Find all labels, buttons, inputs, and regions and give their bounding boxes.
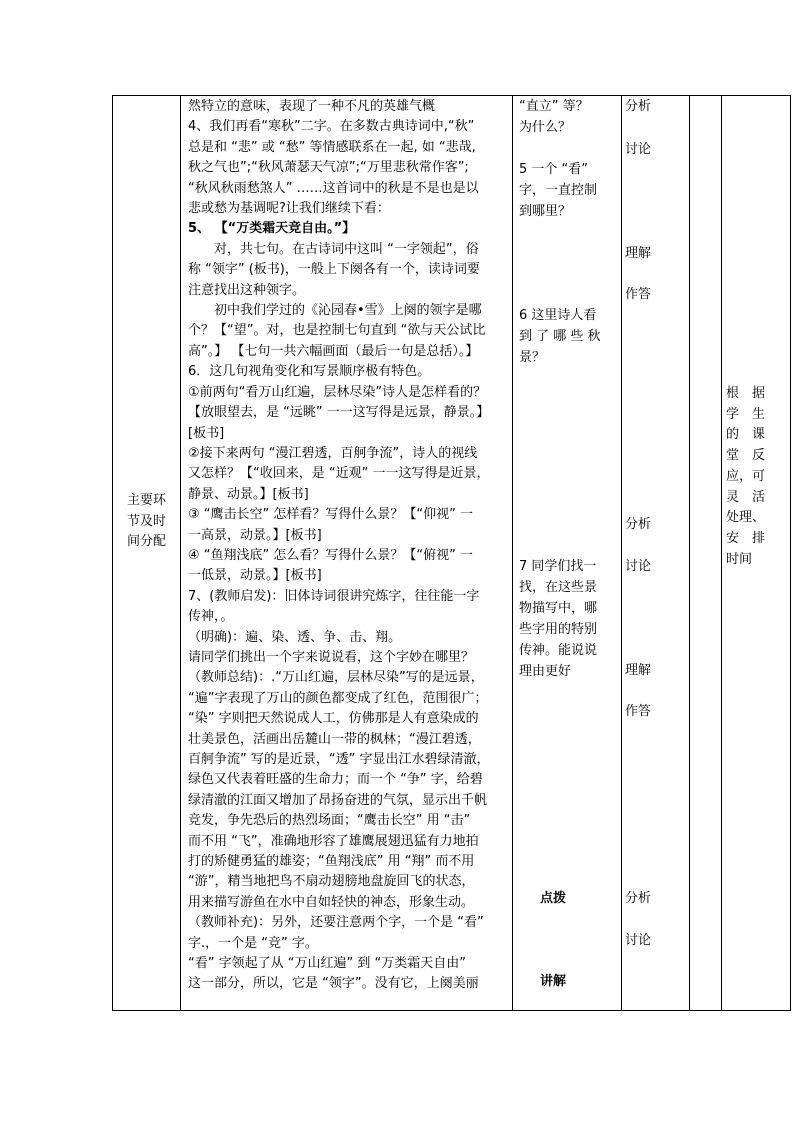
content-line: 个？【“望”。对，也是控制七句直到 “欲与天公试比	[188, 323, 486, 339]
note-line: 时间	[726, 551, 753, 567]
section-label-line: 主要环	[126, 493, 166, 508]
activity-label: 分析	[625, 517, 652, 532]
method-label: 讲解	[540, 974, 567, 989]
content-line: ②接下来两句 “漫江碧透，百舸争流”，诗人的视线	[188, 445, 478, 461]
content-line: “染” 字则把天然说成人工，仿佛那是人有意染成的	[188, 711, 479, 727]
teaching-content-cell	[188, 97, 510, 995]
question-line: 到哪里？	[519, 204, 572, 219]
content-line: 7、(教师启发)：旧体诗词很讲究炼字，往往能一字	[188, 588, 480, 604]
content-line: （明确)：遍、染、透、争、击、翔。	[188, 629, 402, 645]
student-activity-cell	[519, 96, 619, 1010]
activity-label: 作答	[625, 704, 652, 719]
content-line: 传神，。	[188, 609, 234, 625]
content-line: 静景、动景。】[板书]	[188, 486, 309, 502]
content-line: 而不用 “飞”，准确地形容了雄鹰展翅迅猛有力地拍	[188, 833, 479, 849]
activity-label: 理解	[625, 246, 652, 261]
content-line: 总是和 “悲” 或 “愁” 等情感联系在一起, 如 “悲哉,	[188, 139, 476, 155]
question-line: 5 一个 “看”	[519, 162, 589, 177]
section-label-cell	[113, 96, 180, 1010]
note-line: 灵 活	[726, 489, 766, 505]
note-line: 安 排	[726, 530, 766, 546]
activity-label: 讨论	[625, 142, 652, 157]
content-line: 初中我们学过的《沁园春•雪》上阕的领字是哪	[214, 303, 482, 319]
question-line: 6 这里诗人看	[519, 308, 597, 323]
notes-cell	[722, 96, 790, 1010]
content-line: 打的矫健勇猛的雄姿；“鱼翔浅底” 用 “翔” 而不用	[188, 854, 475, 870]
content-line: “遍”字表现了万山的颜色都变成了红色，范围很广；	[188, 690, 488, 706]
question-line: 到 了 哪 些 秋	[519, 329, 601, 344]
content-line: 壮美景色，活画出岳麓山一带的枫林；“漫江碧透，	[188, 731, 481, 747]
column-divider	[180, 96, 181, 1010]
activity-label: 理解	[625, 663, 652, 678]
activity-type-cell	[625, 96, 687, 1010]
note-line: 应，可	[726, 468, 766, 484]
activity-label: 作答	[625, 287, 652, 302]
content-line: [板书]	[188, 425, 225, 441]
question-line: 字，一直控制	[519, 183, 598, 198]
content-line: 百舸争流” 写的是近景，“透” 字显出江水碧绿清澈，	[188, 752, 490, 767]
content-line: 又怎样？【“收回来，是 “近观” 一一这写得是近景，	[188, 466, 490, 482]
section-label-line: 节及时	[126, 513, 166, 529]
content-line: （教师总结)：.“万山红遍，层林尽染”写的是远景，	[188, 670, 484, 686]
content-line: 称 “领字” (板书)，一般上下阕各有一个，读诗词要	[188, 262, 480, 278]
content-line: 6．这几句视角变化和写景顺序极有特色。	[188, 364, 431, 380]
content-line: 一高景，动景。】[板书]	[188, 527, 322, 543]
content-line: 4、我们再看“寒秋”二字。在多数古典诗词中,“秋”	[188, 119, 475, 135]
content-line: 竞发，争先恐后的热烈场面；“鹰击长空” 用 “击”	[188, 813, 471, 829]
question-line: 物描写中，哪	[519, 601, 598, 616]
content-line: 一低景，动景。】[板书]	[188, 568, 322, 584]
note-line: 处理、	[726, 510, 766, 526]
content-line: 悲或愁为基调呢?让我们继续下看：	[188, 201, 390, 217]
note-line: 堂 反	[726, 448, 766, 464]
content-line: 请同学们挑出一个字来说说看，这个字妙在哪里？	[188, 649, 475, 665]
activity-label: 讨论	[625, 559, 652, 574]
activity-label: 讨论	[625, 933, 652, 948]
content-line: “游”，精当地把鸟不扇动翅膀地盘旋回飞的状态，	[188, 874, 475, 890]
question-line: 些字用的特别	[519, 622, 598, 637]
content-line: 用来描写游鱼在水中自如轻快的神态，形象生动。	[188, 894, 475, 910]
question-line: 理由更好	[519, 664, 572, 679]
content-line: （教师补充)：另外，还要注意两个字，一个是 “看”	[188, 915, 484, 931]
content-line: 绿色又代表着旺盛的生命力；而一个 “争” 字，给碧	[188, 772, 483, 788]
content-line: 5、 【“万类霜天竞自由。”】	[188, 221, 356, 237]
method-label: 点拨	[540, 891, 567, 906]
content-line: 这一部分，所以，它是 “领字”。没有它，上阕美丽	[188, 976, 479, 992]
question-line: 找，在这些景	[519, 580, 598, 595]
content-line: “看” 字领起了从 “万山红遍” 到 “万类霜天自由”	[188, 956, 466, 972]
content-line: 然特立的意味，表现了一种不凡的英雄气概	[188, 99, 436, 114]
empty-cell	[690, 96, 721, 1010]
question-line: 为什么？	[519, 120, 572, 135]
content-line: 字.，一个是 “竞” 字。	[188, 935, 318, 951]
question-line: 7 同学们找一	[519, 559, 597, 574]
question-line: “直立” 等？	[519, 99, 589, 114]
content-line: 绿清澈的江面又增加了昂扬奋进的气氛，显示出千帆	[188, 792, 488, 808]
question-line: 景？	[519, 350, 546, 365]
activity-label: 分析	[625, 99, 652, 114]
question-line: 传神。能说说	[519, 643, 598, 658]
content-line: ①前两句“看万山红遍，层林尽染”诗人是怎样看的？	[188, 384, 487, 400]
column-divider	[621, 96, 622, 1010]
content-line: 对，共七句。在古诗词中这叫 “一字领起”，俗	[214, 241, 479, 257]
section-label-line: 间分配	[126, 534, 166, 549]
content-line: 高”。】 【七句一共六幅画面（最后一句是总括）。】	[188, 343, 479, 359]
content-line: 秋之气也”;“秋风萧瑟天气凉”;“万里悲秋常作客”;	[188, 160, 469, 176]
content-line: “秋风秋雨愁煞人” ……这首词中的秋是不是也是以	[188, 180, 479, 196]
content-line: 【放眼望去，是 “远眺” 一一这写得是远景，静景。】	[188, 405, 490, 421]
content-line: ④ “鱼翔浅底” 怎么看？写得什么景？【“俯视” 一	[188, 547, 473, 563]
note-line: 根 据	[726, 386, 766, 401]
column-divider	[512, 96, 513, 1010]
activity-label: 分析	[625, 891, 652, 906]
lesson-plan-table	[112, 95, 791, 1011]
note-line: 的 课	[726, 427, 766, 443]
note-line: 学 生	[726, 406, 766, 422]
content-line: 注意找出这种领字。	[188, 282, 306, 298]
content-line: ③ “鹰击长空” 怎样看？写得什么景？【“仰视” 一	[188, 507, 473, 523]
